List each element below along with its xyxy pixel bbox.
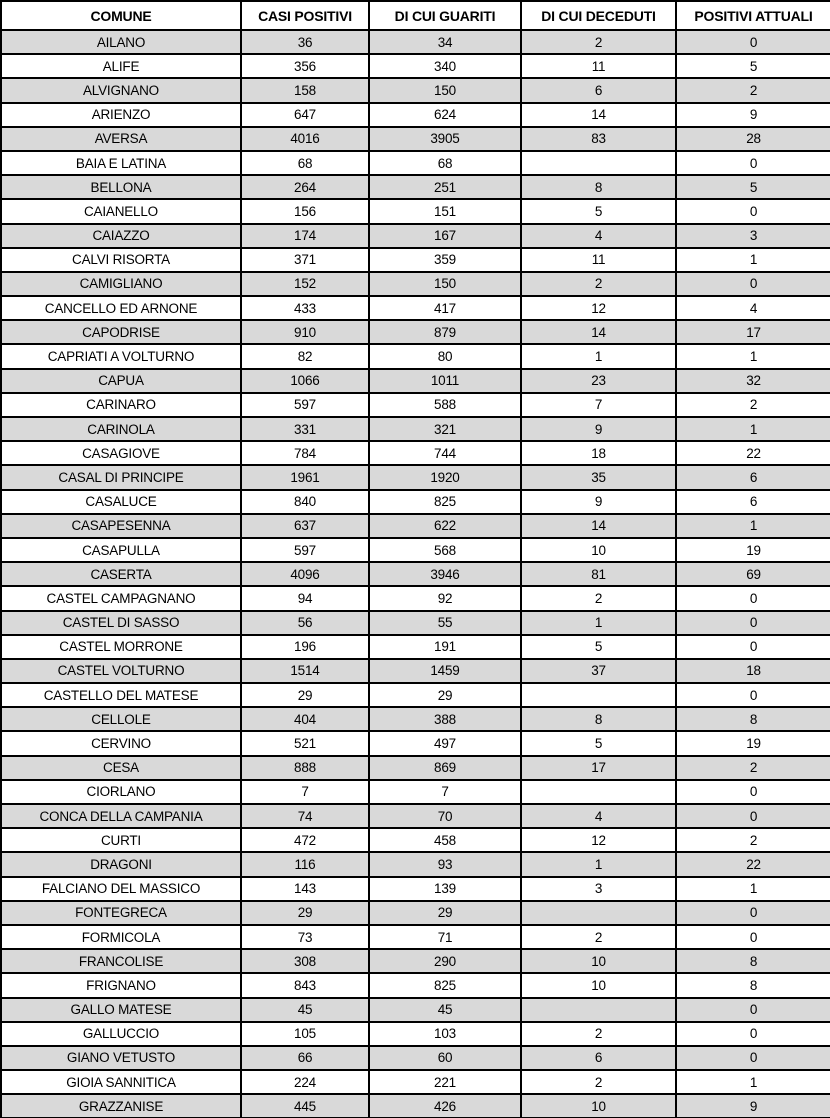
cell-positivi-attuali: 4	[676, 296, 830, 320]
cell-di-cui-deceduti: 5	[521, 635, 676, 659]
cell-comune: CASAPESENNA	[1, 514, 241, 538]
cell-casi-positivi: 1514	[241, 659, 369, 683]
cell-comune: CASALUCE	[1, 490, 241, 514]
table-row	[1, 538, 830, 562]
cell-di-cui-guariti: 290	[369, 949, 521, 973]
cell-casi-positivi: 105	[241, 1022, 369, 1046]
table-row	[1, 514, 830, 538]
cell-positivi-attuali: 2	[676, 756, 830, 780]
cell-comune: CANCELLO ED ARNONE	[1, 296, 241, 320]
cell-di-cui-deceduti: 14	[521, 320, 676, 344]
cell-di-cui-deceduti: 11	[521, 54, 676, 78]
cell-casi-positivi: 843	[241, 973, 369, 997]
cell-comune: FORMICOLA	[1, 925, 241, 949]
cell-di-cui-deceduti: 35	[521, 465, 676, 489]
table-row	[1, 756, 830, 780]
table-row	[1, 973, 830, 997]
cell-casi-positivi: 196	[241, 635, 369, 659]
table-row	[1, 1070, 830, 1094]
cell-positivi-attuali: 1	[676, 877, 830, 901]
cell-casi-positivi: 4096	[241, 562, 369, 586]
cell-positivi-attuali: 3	[676, 224, 830, 248]
cell-di-cui-guariti: 417	[369, 296, 521, 320]
table-row	[1, 151, 830, 175]
table-row	[1, 417, 830, 441]
cell-positivi-attuali: 2	[676, 828, 830, 852]
cell-comune: CARINARO	[1, 393, 241, 417]
cell-casi-positivi: 73	[241, 925, 369, 949]
cell-comune: CAPODRISE	[1, 320, 241, 344]
cell-positivi-attuali: 6	[676, 490, 830, 514]
cell-di-cui-deceduti: 10	[521, 973, 676, 997]
table-row	[1, 78, 830, 102]
cell-di-cui-guariti: 150	[369, 272, 521, 296]
cell-di-cui-guariti: 55	[369, 611, 521, 635]
cell-positivi-attuali: 0	[676, 272, 830, 296]
cell-positivi-attuali: 8	[676, 707, 830, 731]
cell-di-cui-deceduti: 5	[521, 199, 676, 223]
cell-di-cui-deceduti: 12	[521, 828, 676, 852]
cell-comune: ALIFE	[1, 54, 241, 78]
cell-di-cui-deceduti: 9	[521, 417, 676, 441]
cell-comune: CASTEL VOLTURNO	[1, 659, 241, 683]
table-row	[1, 1094, 830, 1118]
cell-di-cui-deceduti: 1	[521, 344, 676, 368]
cell-casi-positivi: 433	[241, 296, 369, 320]
cell-di-cui-guariti: 70	[369, 804, 521, 828]
cell-comune: CURTI	[1, 828, 241, 852]
cell-casi-positivi: 29	[241, 901, 369, 925]
cell-comune: CERVINO	[1, 731, 241, 755]
cell-casi-positivi: 521	[241, 731, 369, 755]
cell-casi-positivi: 56	[241, 611, 369, 635]
cell-casi-positivi: 472	[241, 828, 369, 852]
cell-di-cui-guariti: 29	[369, 901, 521, 925]
cell-di-cui-deceduti: 2	[521, 30, 676, 54]
table-row	[1, 659, 830, 683]
cell-casi-positivi: 143	[241, 877, 369, 901]
cell-di-cui-guariti: 93	[369, 852, 521, 876]
cell-di-cui-guariti: 251	[369, 175, 521, 199]
cell-comune: BAIA E LATINA	[1, 151, 241, 175]
cell-comune: CELLOLE	[1, 707, 241, 731]
cell-di-cui-guariti: 68	[369, 151, 521, 175]
cell-casi-positivi: 1066	[241, 369, 369, 393]
table-row	[1, 224, 830, 248]
cell-di-cui-guariti: 340	[369, 54, 521, 78]
cell-comune: GIANO VETUSTO	[1, 1046, 241, 1070]
cell-comune: CONCA DELLA CAMPANIA	[1, 804, 241, 828]
cell-di-cui-deceduti	[521, 780, 676, 804]
cell-comune: CIORLANO	[1, 780, 241, 804]
cell-di-cui-guariti: 139	[369, 877, 521, 901]
cell-di-cui-deceduti	[521, 998, 676, 1022]
cell-positivi-attuali: 19	[676, 731, 830, 755]
cell-di-cui-deceduti	[521, 901, 676, 925]
column-header-di-cui-deceduti: DI CUI DECEDUTI	[521, 1, 676, 30]
cell-comune: CAIANELLO	[1, 199, 241, 223]
table-row	[1, 272, 830, 296]
cell-di-cui-deceduti: 14	[521, 514, 676, 538]
table-row	[1, 30, 830, 54]
cell-di-cui-deceduti: 6	[521, 1046, 676, 1070]
cell-casi-positivi: 597	[241, 538, 369, 562]
cell-positivi-attuali: 0	[676, 804, 830, 828]
cell-comune: CASTELLO DEL MATESE	[1, 683, 241, 707]
cell-comune: BELLONA	[1, 175, 241, 199]
cell-positivi-attuali: 0	[676, 998, 830, 1022]
cell-positivi-attuali: 0	[676, 635, 830, 659]
cell-di-cui-guariti: 29	[369, 683, 521, 707]
cell-comune: CAPRIATI A VOLTURNO	[1, 344, 241, 368]
cell-positivi-attuali: 0	[676, 1022, 830, 1046]
cell-comune: CASTEL CAMPAGNANO	[1, 586, 241, 610]
cell-positivi-attuali: 0	[676, 151, 830, 175]
cell-positivi-attuali: 22	[676, 852, 830, 876]
cell-positivi-attuali: 0	[676, 611, 830, 635]
cell-di-cui-guariti: 80	[369, 344, 521, 368]
table-row	[1, 490, 830, 514]
cell-comune: CALVI RISORTA	[1, 248, 241, 272]
cell-positivi-attuali: 0	[676, 925, 830, 949]
table-row	[1, 175, 830, 199]
cell-di-cui-deceduti: 12	[521, 296, 676, 320]
cell-casi-positivi: 637	[241, 514, 369, 538]
table-row	[1, 1022, 830, 1046]
cell-positivi-attuali: 8	[676, 949, 830, 973]
cell-casi-positivi: 74	[241, 804, 369, 828]
cell-positivi-attuali: 0	[676, 30, 830, 54]
cell-di-cui-deceduti: 6	[521, 78, 676, 102]
cell-di-cui-deceduti: 23	[521, 369, 676, 393]
table-row	[1, 54, 830, 78]
cell-di-cui-guariti: 60	[369, 1046, 521, 1070]
cell-di-cui-deceduti: 2	[521, 1070, 676, 1094]
cell-di-cui-deceduti: 2	[521, 586, 676, 610]
table-row	[1, 103, 830, 127]
cell-di-cui-guariti: 1459	[369, 659, 521, 683]
table-row	[1, 248, 830, 272]
cell-di-cui-guariti: 624	[369, 103, 521, 127]
table-row	[1, 296, 830, 320]
cell-di-cui-deceduti: 2	[521, 272, 676, 296]
cell-positivi-attuali: 69	[676, 562, 830, 586]
cell-casi-positivi: 4016	[241, 127, 369, 151]
cell-positivi-attuali: 1	[676, 514, 830, 538]
cell-comune: ARIENZO	[1, 103, 241, 127]
cell-di-cui-guariti: 825	[369, 973, 521, 997]
table-row	[1, 465, 830, 489]
cell-comune: CAPUA	[1, 369, 241, 393]
cell-comune: FRANCOLISE	[1, 949, 241, 973]
cell-comune: FALCIANO DEL MASSICO	[1, 877, 241, 901]
table-row	[1, 611, 830, 635]
cell-positivi-attuali: 6	[676, 465, 830, 489]
cell-positivi-attuali: 2	[676, 393, 830, 417]
cell-comune: CARINOLA	[1, 417, 241, 441]
cell-comune: CAMIGLIANO	[1, 272, 241, 296]
cell-di-cui-deceduti: 14	[521, 103, 676, 127]
cell-positivi-attuali: 28	[676, 127, 830, 151]
cell-di-cui-deceduti: 2	[521, 1022, 676, 1046]
cell-di-cui-guariti: 45	[369, 998, 521, 1022]
cell-di-cui-deceduti: 10	[521, 1094, 676, 1118]
cell-di-cui-guariti: 869	[369, 756, 521, 780]
cell-di-cui-deceduti: 17	[521, 756, 676, 780]
table-row	[1, 393, 830, 417]
cell-di-cui-guariti: 3905	[369, 127, 521, 151]
cell-di-cui-guariti: 879	[369, 320, 521, 344]
cell-di-cui-deceduti: 2	[521, 925, 676, 949]
cell-casi-positivi: 910	[241, 320, 369, 344]
cell-di-cui-deceduti: 7	[521, 393, 676, 417]
cell-positivi-attuali: 1	[676, 248, 830, 272]
cell-di-cui-deceduti	[521, 683, 676, 707]
cell-di-cui-guariti: 3946	[369, 562, 521, 586]
table-row	[1, 441, 830, 465]
cell-comune: CAIAZZO	[1, 224, 241, 248]
table-row	[1, 852, 830, 876]
cell-casi-positivi: 224	[241, 1070, 369, 1094]
table-row	[1, 731, 830, 755]
table-row	[1, 707, 830, 731]
table-row	[1, 804, 830, 828]
cell-positivi-attuali: 1	[676, 1070, 830, 1094]
table-row	[1, 998, 830, 1022]
cell-comune: GALLUCCIO	[1, 1022, 241, 1046]
table-row	[1, 586, 830, 610]
cell-casi-positivi: 94	[241, 586, 369, 610]
cell-di-cui-guariti: 103	[369, 1022, 521, 1046]
cell-di-cui-guariti: 359	[369, 248, 521, 272]
cell-comune: ALVIGNANO	[1, 78, 241, 102]
cell-di-cui-deceduti: 8	[521, 707, 676, 731]
column-header-di-cui-guariti: DI CUI GUARITI	[369, 1, 521, 30]
cell-casi-positivi: 445	[241, 1094, 369, 1118]
cell-di-cui-guariti: 622	[369, 514, 521, 538]
cell-di-cui-guariti: 825	[369, 490, 521, 514]
cell-positivi-attuali: 0	[676, 901, 830, 925]
cell-positivi-attuali: 9	[676, 103, 830, 127]
cell-positivi-attuali: 17	[676, 320, 830, 344]
cell-casi-positivi: 597	[241, 393, 369, 417]
cell-casi-positivi: 308	[241, 949, 369, 973]
table-row	[1, 562, 830, 586]
cell-casi-positivi: 356	[241, 54, 369, 78]
cell-di-cui-guariti: 221	[369, 1070, 521, 1094]
cell-di-cui-deceduti: 4	[521, 224, 676, 248]
cell-di-cui-deceduti: 83	[521, 127, 676, 151]
cell-di-cui-deceduti: 11	[521, 248, 676, 272]
cell-casi-positivi: 152	[241, 272, 369, 296]
cell-casi-positivi: 888	[241, 756, 369, 780]
cell-positivi-attuali: 9	[676, 1094, 830, 1118]
table-row	[1, 683, 830, 707]
cell-positivi-attuali: 0	[676, 199, 830, 223]
cell-casi-positivi: 264	[241, 175, 369, 199]
cell-casi-positivi: 1961	[241, 465, 369, 489]
cell-comune: CASERTA	[1, 562, 241, 586]
column-header-positivi-attuali: POSITIVI ATTUALI	[676, 1, 830, 30]
table-row	[1, 635, 830, 659]
cell-casi-positivi: 116	[241, 852, 369, 876]
table-row	[1, 780, 830, 804]
table-body	[1, 30, 830, 1118]
cell-di-cui-guariti: 1920	[369, 465, 521, 489]
cell-di-cui-deceduti: 37	[521, 659, 676, 683]
cell-positivi-attuali: 0	[676, 683, 830, 707]
cell-di-cui-deceduti: 9	[521, 490, 676, 514]
cell-di-cui-deceduti: 3	[521, 877, 676, 901]
cell-positivi-attuali: 22	[676, 441, 830, 465]
cell-comune: CASAL DI PRINCIPE	[1, 465, 241, 489]
cell-comune: DRAGONI	[1, 852, 241, 876]
cell-di-cui-guariti: 191	[369, 635, 521, 659]
cell-comune: CESA	[1, 756, 241, 780]
cell-di-cui-deceduti: 81	[521, 562, 676, 586]
cell-positivi-attuali: 2	[676, 78, 830, 102]
column-header-casi-positivi: CASI POSITIVI	[241, 1, 369, 30]
cell-casi-positivi: 371	[241, 248, 369, 272]
cell-positivi-attuali: 19	[676, 538, 830, 562]
cell-casi-positivi: 68	[241, 151, 369, 175]
cell-casi-positivi: 158	[241, 78, 369, 102]
table-row	[1, 828, 830, 852]
cell-comune: GALLO MATESE	[1, 998, 241, 1022]
table-row	[1, 925, 830, 949]
cell-di-cui-guariti: 150	[369, 78, 521, 102]
cell-positivi-attuali: 0	[676, 586, 830, 610]
column-header-comune: COMUNE	[1, 1, 241, 30]
cell-di-cui-deceduti: 4	[521, 804, 676, 828]
cell-comune: CASAPULLA	[1, 538, 241, 562]
table-row	[1, 127, 830, 151]
cell-comune: GRAZZANISE	[1, 1094, 241, 1118]
cell-positivi-attuali: 8	[676, 973, 830, 997]
cell-comune: CASAGIOVE	[1, 441, 241, 465]
cell-di-cui-deceduti: 1	[521, 611, 676, 635]
cell-comune: CASTEL MORRONE	[1, 635, 241, 659]
cell-di-cui-deceduti: 10	[521, 949, 676, 973]
cell-casi-positivi: 29	[241, 683, 369, 707]
cell-positivi-attuali: 0	[676, 1046, 830, 1070]
cell-di-cui-guariti: 34	[369, 30, 521, 54]
cell-di-cui-guariti: 321	[369, 417, 521, 441]
table-row	[1, 344, 830, 368]
cell-positivi-attuali: 32	[676, 369, 830, 393]
cell-casi-positivi: 647	[241, 103, 369, 127]
cell-di-cui-deceduti	[521, 151, 676, 175]
cell-casi-positivi: 66	[241, 1046, 369, 1070]
cell-di-cui-guariti: 458	[369, 828, 521, 852]
table-row	[1, 949, 830, 973]
cell-positivi-attuali: 1	[676, 417, 830, 441]
cell-di-cui-deceduti: 5	[521, 731, 676, 755]
cell-di-cui-guariti: 388	[369, 707, 521, 731]
table-row	[1, 320, 830, 344]
table-row	[1, 901, 830, 925]
cell-di-cui-guariti: 426	[369, 1094, 521, 1118]
cell-di-cui-guariti: 497	[369, 731, 521, 755]
cell-positivi-attuali: 5	[676, 54, 830, 78]
cell-casi-positivi: 156	[241, 199, 369, 223]
table-row	[1, 199, 830, 223]
cell-di-cui-guariti: 151	[369, 199, 521, 223]
cell-casi-positivi: 840	[241, 490, 369, 514]
cell-di-cui-guariti: 92	[369, 586, 521, 610]
cell-comune: FRIGNANO	[1, 973, 241, 997]
cell-positivi-attuali: 5	[676, 175, 830, 199]
cell-di-cui-guariti: 588	[369, 393, 521, 417]
cell-di-cui-deceduti: 18	[521, 441, 676, 465]
cell-casi-positivi: 174	[241, 224, 369, 248]
cell-casi-positivi: 7	[241, 780, 369, 804]
cell-di-cui-guariti: 744	[369, 441, 521, 465]
table-row	[1, 369, 830, 393]
cell-comune: AILANO	[1, 30, 241, 54]
cell-positivi-attuali: 18	[676, 659, 830, 683]
cell-comune: GIOIA SANNITICA	[1, 1070, 241, 1094]
cell-di-cui-guariti: 71	[369, 925, 521, 949]
cell-casi-positivi: 784	[241, 441, 369, 465]
cell-casi-positivi: 45	[241, 998, 369, 1022]
cell-casi-positivi: 404	[241, 707, 369, 731]
cell-comune: CASTEL DI SASSO	[1, 611, 241, 635]
cell-positivi-attuali: 0	[676, 780, 830, 804]
cell-comune: AVERSA	[1, 127, 241, 151]
cell-casi-positivi: 36	[241, 30, 369, 54]
cell-di-cui-guariti: 7	[369, 780, 521, 804]
cell-casi-positivi: 331	[241, 417, 369, 441]
table-row	[1, 1046, 830, 1070]
table-header	[1, 1, 830, 30]
table-row	[1, 877, 830, 901]
cell-di-cui-guariti: 568	[369, 538, 521, 562]
cell-comune: FONTEGRECA	[1, 901, 241, 925]
cell-di-cui-deceduti: 1	[521, 852, 676, 876]
header-row	[1, 1, 830, 30]
cell-di-cui-guariti: 167	[369, 224, 521, 248]
cell-casi-positivi: 82	[241, 344, 369, 368]
cell-di-cui-deceduti: 10	[521, 538, 676, 562]
cell-di-cui-guariti: 1011	[369, 369, 521, 393]
cell-di-cui-deceduti: 8	[521, 175, 676, 199]
cell-positivi-attuali: 1	[676, 344, 830, 368]
